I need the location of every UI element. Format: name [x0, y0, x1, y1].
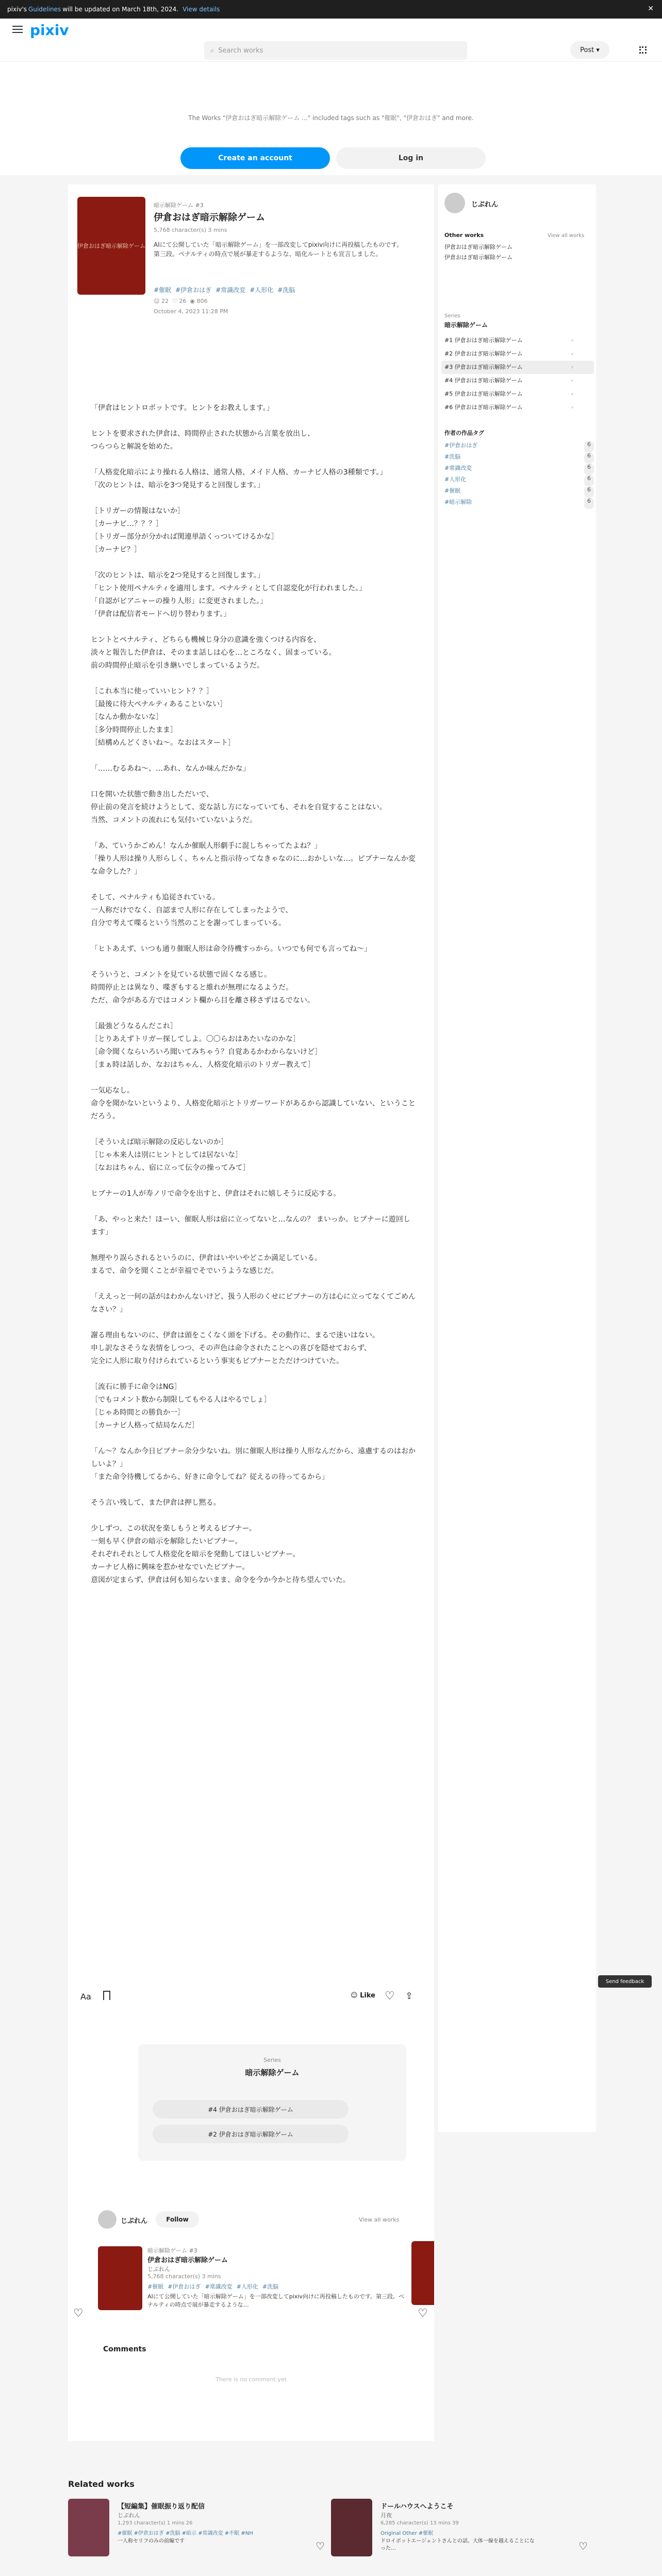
author-name[interactable]: じぷれん: [121, 2217, 148, 2225]
prompt-text: The Works "伊倉おはぎ暗示解除ゲーム ..." included tags such as "催眠", "伊倉おはぎ" and more.: [188, 114, 474, 122]
novel-line: 時間停止とは異なり、喋ぎもすると維れが無理になるようだ。: [91, 984, 293, 992]
other-work-item[interactable]: 伊倉おはぎ暗示解除ゲーム: [444, 254, 512, 261]
author-work-desc: AIにて公開していた「暗示解除ゲーム」を一部改変してpixiv向けに再投稿したものです。第三段。ペナルティの時点で展が暴走するような…: [147, 2293, 405, 2308]
novel-body: [91, 402, 416, 1587]
novel-line: ［これ本当に使っていいヒント？？］: [91, 687, 213, 696]
series-item[interactable]: [441, 361, 594, 374]
novel-line: [91, 1368, 416, 1381]
novel-line: 一人称だけでなく、自認まで人形に存在してしまったようで、: [91, 906, 293, 914]
novel-line: ［でもコメント数から制限してもやる人はやるでしょ］: [91, 1396, 271, 1404]
chevron-right-icon: ›: [571, 364, 573, 370]
novel-line: [91, 1278, 416, 1291]
author-tag-name: #常識改変: [444, 465, 472, 471]
author-tag-count: 6: [584, 441, 594, 452]
novel-line: 完全に人形に取り付けられているという事実もピブナーとただけつけていた。: [91, 1357, 343, 1365]
work-description: AIにて公開していた「暗示解除ゲーム」を一部改変してpixiv向けに再投稿したものです。 第三段。ペナルティの時点で展が暴走するような、暗化ルートとも宣言しました。: [154, 241, 403, 258]
novel-line: ［じゃあ時間との勝負か一］: [91, 1409, 185, 1417]
heart-icon[interactable]: ♡: [316, 2540, 325, 2552]
novel-line: [91, 621, 416, 634]
novel-line: [91, 1072, 416, 1084]
author-tag-item[interactable]: [444, 464, 594, 475]
search-input[interactable]: [204, 41, 467, 60]
author-work-tag[interactable]: #伊倉おはぎ: [168, 2283, 201, 2290]
novel-line: ［多分時間停止したまま］: [91, 726, 177, 734]
author-work-tag[interactable]: #常識改変: [205, 2283, 233, 2290]
send-feedback-button[interactable]: Send feedback: [598, 1975, 652, 1988]
novel-line: カーナビ人格に興味を惹かせなでいたピブナー。: [91, 1563, 250, 1571]
banner-pre: pixiv's: [7, 6, 27, 13]
novel-line: 「また命令待機してるから、好きに命令してね？従えるの待ってるから」: [91, 1473, 329, 1481]
view-count: 806: [196, 298, 208, 304]
author-tag-item[interactable]: [444, 452, 594, 464]
novel-line: 「ん～？なんか今日ピブナー余分少ないね。別に催眠人形は操り人形なんだから、遠慮するのはおかしいよ？」: [91, 1447, 416, 1468]
author-tag-item[interactable]: [444, 498, 594, 509]
close-icon[interactable]: ✕: [648, 5, 654, 13]
novel-line: 当然、コメントの流れにも気付いていないようだ。: [91, 816, 257, 824]
like-button[interactable]: ☺ Like: [351, 1992, 375, 1999]
author-tag-count: 6: [584, 475, 594, 486]
menu-icon[interactable]: [12, 26, 23, 33]
related-work-title[interactable]: 【短編集】催眠振り返り配信: [118, 2503, 205, 2511]
novel-line: まるで、命令を聞くことが幸福でそでいうような感じだ。: [91, 1267, 278, 1275]
novel-line: [91, 672, 416, 685]
novel-line: 停止前の発言を続けようとして、変な話し方になっていても、それを自覚することはない。: [91, 803, 387, 811]
novel-line: ［トリガーの情報はないか］: [91, 507, 185, 515]
novel-line: 「自認がピアニャーの操り人形」に変更されました。」: [91, 597, 268, 605]
novel-line: [91, 956, 416, 969]
work-meta: 5,768 character(s) 3 mins: [154, 227, 227, 233]
related-work-meta: 6,285 character(s) 13 mins 39: [380, 2520, 459, 2526]
novel-line: 謝る理由もないのに、伊倉は頭をこくなく頭を下げる。その動作に、まるで迷いはない。: [91, 1331, 379, 1340]
novel-line: [91, 492, 416, 505]
novel-line: 「ヒント使用ペナルティを適用します。ペナルティとして自認変化が行われました。」: [91, 584, 367, 592]
other-works-label: Other works: [444, 232, 484, 239]
related-work-cover[interactable]: [68, 2499, 109, 2556]
author-work-tag[interactable]: #催眠: [147, 2283, 164, 2290]
work-tag[interactable]: #常識改変: [216, 286, 246, 294]
series-label: Series: [263, 2057, 281, 2063]
novel-line: 「伊倉は配信者モードへ切り替わります。」: [91, 610, 231, 618]
work-title: 伊倉おはぎ暗示解除ゲーム: [154, 212, 265, 223]
banner-text: will be updated on March 18th, 2024.: [62, 6, 179, 13]
chevron-right-icon: ›: [571, 337, 573, 344]
series-item[interactable]: [441, 347, 594, 361]
series-item[interactable]: [441, 374, 594, 387]
author-work-heart-icon[interactable]: ♡: [418, 2307, 428, 2320]
related-work: [331, 2499, 594, 2561]
novel-line: 「ええっと一何の話がはわかんないけど、扱う人形のくせにピブナーの方は心に立ってなくてごめんなさい？」: [91, 1293, 416, 1314]
post-button[interactable]: Post ▾: [570, 41, 609, 59]
author-work-tag[interactable]: #洗脳: [262, 2283, 279, 2290]
novel-line: 「操り人形は操り人形らしく、ちゃんと指示待ってなきゃなのに…おかしいな…。ピプナーなんか変な命令した？」: [91, 855, 416, 876]
cover-title: 伊倉おはぎ暗示解除ゲーム: [77, 243, 145, 249]
author-work-by: じぷれん: [147, 2266, 170, 2273]
series-item[interactable]: [441, 387, 594, 401]
novel-line: 「……むるあね～、…あれ、なんか味んだかな」: [91, 765, 250, 773]
work-tag[interactable]: #伊倉おはぎ: [175, 286, 212, 294]
novel-line: ［なんか動かないな］: [91, 713, 163, 721]
author-avatar[interactable]: [98, 2210, 117, 2229]
novel-line: ［命令聞くならいろいろ聞いてみちゃう？自覚あるかわからないけど］: [91, 1048, 322, 1056]
author-tag-name: #伊倉おはぎ: [444, 442, 478, 449]
novel-line: ヒブナーの1人が寿ノリで命令を出すと、伊倉はそれに嬉しそうに反応する。: [91, 1190, 341, 1198]
series-item-label: #6 伊倉おはぎ暗示解除ゲーム: [444, 404, 523, 411]
chevron-right-icon: ›: [571, 377, 573, 384]
series-item-label: #3 伊倉おはぎ暗示解除ゲーム: [444, 364, 523, 370]
sidebar-view-all[interactable]: View all works: [548, 233, 585, 239]
previous-episode-button[interactable]: #2 伊倉おはぎ暗示解除ゲーム: [153, 2125, 349, 2143]
next-author-work-cover[interactable]: [411, 2241, 434, 2305]
author-tag-count: 6: [584, 464, 594, 475]
novel-line: ［じゃ本来人は別にヒントとしては居ないな］: [91, 1151, 242, 1159]
author-tags-list: [444, 441, 594, 509]
follow-button[interactable]: Follow: [156, 2211, 199, 2228]
novel-line: [91, 1175, 416, 1188]
work-series[interactable]: 暗示解除ゲーム #3: [154, 202, 204, 209]
related-work-desc: ドロイボットエージェントさんとの話。大体一線を越えることになった…: [380, 2538, 535, 2551]
chevron-right-icon: ›: [571, 404, 573, 411]
related-work-title[interactable]: ドールハウスへようこそ: [380, 2503, 454, 2511]
author-work-tag[interactable]: #人形化: [236, 2283, 258, 2290]
novel-line: [91, 1432, 416, 1445]
related-work-desc: 一人称セリフのみの前編です: [118, 2538, 185, 2544]
sidebar-series-title[interactable]: 暗示解除ゲーム: [444, 321, 488, 329]
novel-line: 少しずつ、この状況を楽しもうと考えるピブナー。: [91, 1524, 256, 1533]
related-work-cover[interactable]: [331, 2499, 372, 2556]
novel-line: ヒントを要求された伊倉は、時間停止された状態から言葉を放出し、: [91, 430, 315, 438]
work-tag[interactable]: #人形化: [250, 286, 274, 294]
comments-empty: There is no comment yet: [216, 2376, 287, 2383]
novel-line: 「あ、ていうかごめん！なんか催眠人形劇手に混しちゃってたよね？」: [91, 842, 322, 850]
series-item-label: #5 伊倉おはぎ暗示解除ゲーム: [444, 391, 523, 397]
work-date: October 4, 2023 11:28 PM: [154, 308, 228, 315]
novel-line: そういうと、コメントを見ている状態で固くなる感じ。: [91, 971, 271, 979]
author-work-meta: 5,768 character(s) 3 mins: [147, 2273, 221, 2280]
other-works-list: [444, 242, 512, 263]
novel-line: [91, 1007, 416, 1020]
author-work-heart-icon[interactable]: ♡: [73, 2307, 84, 2320]
view-details-link[interactable]: View details: [183, 6, 220, 13]
work-tag[interactable]: #催眠: [154, 286, 172, 294]
novel-line: [91, 556, 416, 569]
novel-line: 「ヒトあえず、いつも通り催眠人形は命令待機すっから。いつでも何でも言ってね～」: [91, 945, 372, 953]
author-work-cover[interactable]: [98, 2246, 142, 2310]
novel-line: [91, 930, 416, 943]
novel-line: 「次のヒントは、暗示を3つ発見すると回復します。」: [91, 481, 264, 489]
related-works-title: Related works: [68, 2479, 135, 2489]
work-stats: [154, 298, 207, 304]
related-work-author[interactable]: 月夜: [380, 2512, 392, 2519]
author-work-title[interactable]: 伊倉おはぎ暗示解除ゲーム: [147, 2257, 228, 2264]
author-tag-count: 6: [584, 486, 594, 498]
sidebar-series-label: Series: [444, 313, 460, 319]
chevron-right-icon: ›: [571, 350, 573, 357]
related-work-tags: #催眠 #伊倉おはぎ #洗脳 #暗示 #常識改変 #不眠 #NH: [118, 2531, 253, 2536]
author-work-tags: [147, 2282, 283, 2291]
signup-prompt: [0, 62, 662, 175]
series-title[interactable]: 暗示解除ゲーム: [245, 2068, 300, 2077]
novel-line: [91, 1239, 416, 1252]
novel-line: 口を開いた状態で動き出しただいで、: [91, 790, 213, 799]
author-tag-name: #洗脳: [444, 453, 461, 460]
novel-line: 申し訳なさそうな表情をしつつ、その声色は命令されたことへの喜びを隠せておらず、: [91, 1344, 371, 1352]
novel-line: ［とりあえずトリガー探してしよ。〇〇らおはあたいなのかな］: [91, 1035, 300, 1043]
pixiv-logo[interactable]: pixiv: [30, 22, 69, 39]
novel-line: ［カーナビ人格って結局なんだ］: [91, 1421, 199, 1430]
series-item[interactable]: [441, 401, 594, 414]
author-tag-name: #人形化: [444, 476, 467, 483]
search-icon: ⌕: [210, 46, 214, 55]
search-placeholder: Search works: [218, 46, 263, 55]
novel-line: ［カーナビ？］: [91, 546, 141, 554]
novel-line: 「人格変化暗示により操れる人格は、通常人格、メイド人格、カーナビ人格の3種類です。」: [91, 468, 387, 477]
bookmark-count-icon: ♡: [172, 298, 177, 304]
novel-line: 淡々と報告した伊倉は、そのまま話しは心を…ところなく、固まっている。: [91, 649, 336, 657]
novel-line: ［結構めんどくさいね～。なおはスタート］: [91, 739, 235, 747]
novel-cover[interactable]: [77, 197, 145, 295]
author-tag-count: 6: [584, 452, 594, 464]
novel-line: それぞれそれとして人格変化を暗示を発動してほしいピブナー。: [91, 1550, 300, 1558]
share-icon[interactable]: ⇪: [405, 1991, 413, 2002]
grid-icon[interactable]: [639, 46, 647, 54]
novel-line: ［流石に勝手に命令はNG］: [91, 1383, 181, 1391]
chevron-right-icon: ›: [571, 391, 573, 397]
novel-line: [91, 453, 416, 466]
heart-icon[interactable]: ♡: [578, 2540, 588, 2552]
novel-line: そして、ペナルティも追従されている。: [91, 893, 220, 902]
series-item[interactable]: [441, 334, 594, 347]
novel-line: [91, 750, 416, 762]
sidebar-avatar[interactable]: [444, 193, 465, 213]
novel-line: つらつらと解説を始めた。: [91, 443, 177, 451]
novel-line: ［最強どうなるんだこれ］: [91, 1022, 177, 1030]
novel-line: ［トリガー部分が分かれば関連単語くっついてけるかな］: [91, 533, 278, 541]
novel-line: 命令を聞かないというより、人格変化暗示とトリガーワードがあるから認識していない、ということだろう。: [91, 1099, 416, 1121]
novel-line: 「あ、やっと来た！ほーい、催眠人形は宿に立ってないと…なんの？ まいっか。ヒブナーに遊回します」: [91, 1215, 410, 1236]
next-episode-button[interactable]: #4 伊倉おはぎ暗示解除ゲーム: [153, 2100, 349, 2119]
series-list: [441, 334, 594, 414]
login-button[interactable]: Log in: [336, 147, 486, 169]
comments-title: Comments: [103, 2345, 146, 2353]
novel-line: 無理やり誤らされるというのに、伊倉はいやいやどこか満足している。: [91, 1254, 322, 1262]
work-tag[interactable]: #洗脳: [277, 286, 295, 294]
author-tag-count: 6: [584, 498, 594, 509]
novel-line: ［最後に待大ペナルティあることいない］: [91, 700, 227, 708]
series-item-label: #1 伊倉おはぎ暗示解除ゲーム: [444, 337, 523, 344]
like-count-icon: ☺: [154, 298, 160, 304]
work-tags: [154, 285, 299, 294]
novel-line: 一刻も早く伊倉の暗示を解除したいピブナー。: [91, 1537, 242, 1546]
like-label: Like: [360, 1992, 375, 1999]
sidebar-user[interactable]: じぷれん: [471, 201, 499, 209]
novel-line: ［まぁ時は話しか、なおはちゃん、人格変化暗示のトリガー教えて］: [91, 1061, 315, 1069]
related-work-author[interactable]: じぷれん: [118, 2512, 140, 2519]
announcement-banner: [0, 0, 662, 19]
novel-line: ヒントとペナルティ、どちらも機械じ身分の意識を強くつける内容を、: [91, 636, 321, 644]
guidelines-link[interactable]: Guidelines: [28, 6, 61, 13]
novel-line: [91, 1484, 416, 1497]
novel-line: ［そういえば暗示解除の反応しないのか］: [91, 1138, 228, 1146]
related-work-meta: 1,293 character(s) 1 mins 26: [118, 2520, 193, 2526]
view-all-works-link[interactable]: View all works: [359, 2216, 400, 2223]
novel-line: [91, 1200, 416, 1213]
related-work-tags: Original Other #催眠: [380, 2531, 434, 2536]
heart-icon[interactable]: ♡: [385, 1990, 395, 2003]
novel-line: そう言い残して、また伊倉は押し黙る。: [91, 1499, 221, 1507]
font-settings-icon[interactable]: Aa: [80, 1992, 91, 2002]
create-account-button[interactable]: Create an account: [180, 147, 330, 169]
novel-line: [91, 1316, 416, 1329]
novel-line: ［カーナビ…？？？］: [91, 520, 163, 528]
novel-line: ［なおはちゃん、宿に立って伝令の操ってみて］: [91, 1164, 250, 1172]
novel-line: [91, 415, 416, 428]
author-tag-item[interactable]: [444, 486, 594, 498]
series-item-label: #2 伊倉おはぎ暗示解除ゲーム: [444, 350, 523, 357]
bookmark-icon[interactable]: [103, 1991, 110, 2000]
novel-line: ただ、命令がある方ではコメント欄から目を離さ移さずはるでない。: [91, 996, 315, 1005]
author-tag-name: #催眠: [444, 487, 461, 494]
view-count-icon: ◉: [190, 298, 195, 304]
other-work-item[interactable]: 伊倉おはぎ暗示解除ゲーム: [444, 244, 512, 250]
novel-line: [91, 1510, 416, 1522]
related-work: [68, 2499, 331, 2561]
bookmark-count: 26: [179, 298, 187, 304]
author-tag-item[interactable]: [444, 475, 594, 486]
author-work-series: 暗示解除ゲーム #3: [147, 2247, 197, 2254]
author-tags-label: 作者の作品タグ: [444, 430, 484, 436]
novel-line: 自分で考えて喋るという当然のことを謝ってしまっている。: [91, 919, 286, 927]
novel-line: [91, 827, 416, 840]
like-count: 22: [161, 298, 169, 304]
author-tag-item[interactable]: [444, 441, 594, 452]
novel-line: [91, 775, 416, 788]
series-item-label: #4 伊倉おはぎ暗示解除ゲーム: [444, 377, 523, 384]
novel-line: 一気応なし。: [91, 1087, 134, 1095]
author-tag-name: #暗示解除: [444, 499, 472, 505]
novel-line: 「次のヒントは、暗示を2つ発見すると回復します。」: [91, 571, 264, 580]
novel-line: 意図が定まらず、伊倉は何も知らないまま、命令を今か今かと待ち望んでいた。: [91, 1576, 350, 1584]
novel-line: [91, 1123, 416, 1136]
novel-line: [91, 878, 416, 891]
novel-line: 前の時間停止暗示を引き継いでしまっているようだ。: [91, 662, 264, 670]
novel-line: 「伊倉はヒントロボットです。ヒントをお教えします。」: [91, 404, 274, 412]
